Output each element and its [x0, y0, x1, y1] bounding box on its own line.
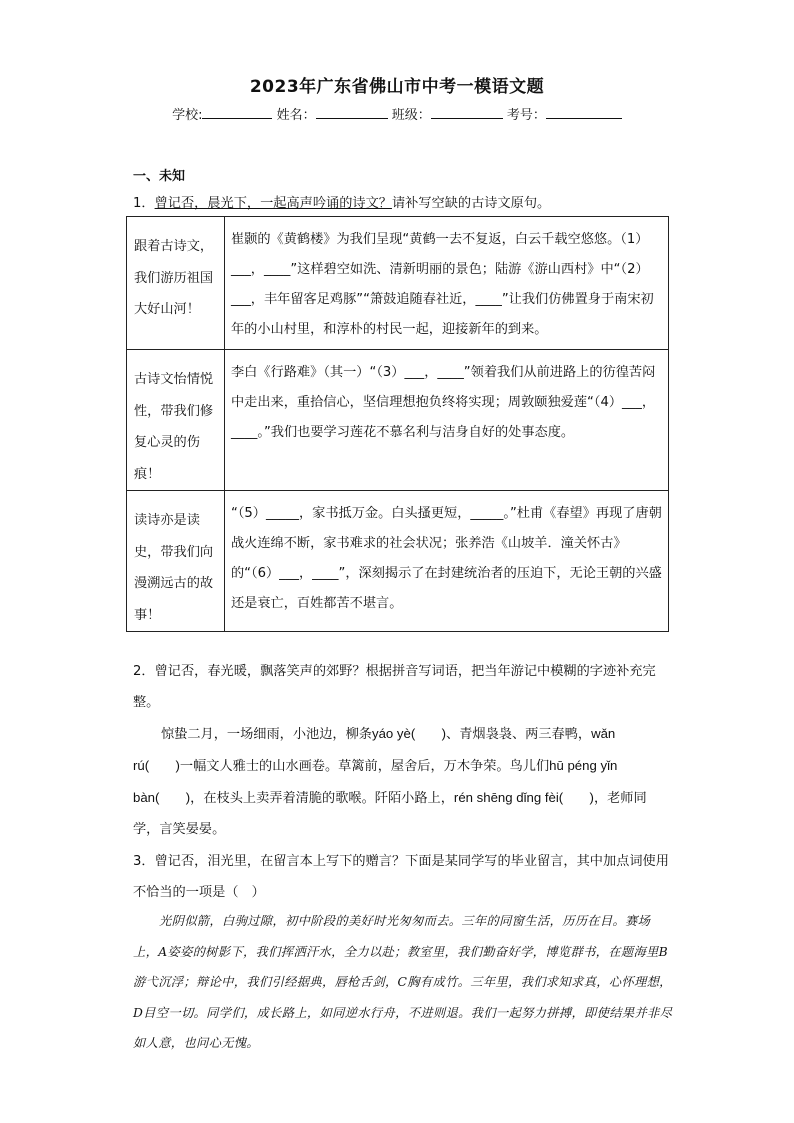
q1-underlined-text: 曾记否，晨光下，一起高声吟诵的诗文？ [154, 196, 392, 211]
pinyin-blank-3[interactable]: hū péng yǐn bàn( ) [133, 758, 618, 805]
row-label: 跟着古诗文，我们游历祖国大好山河！ [127, 217, 225, 350]
exam-no-label: 考号： [506, 108, 546, 123]
class-label: 班级： [391, 108, 431, 123]
poetry-table [126, 216, 669, 632]
passage-text: 、青烟袅袅、两三春鸭， [446, 727, 592, 742]
question-2-stem: 2．曾记否，春光暖，飘落笑声的郊野？根据拼音写词语，把当年游记中模糊的字迹补充完整。 [133, 664, 656, 710]
pinyin-blank-4[interactable]: rén shēng dǐng fèi( ) [453, 790, 594, 805]
question-2-passage [133, 718, 661, 845]
school-blank[interactable] [202, 106, 272, 119]
table-row [127, 217, 669, 350]
passage-text: ，老师同学，言笑晏晏。 [133, 791, 647, 837]
row-label: 古诗文怡情悦性，带我们修复心灵的伤痕！ [127, 350, 225, 491]
table-row [127, 491, 669, 632]
q1-number: 1． [133, 196, 155, 211]
q1-instruction: 请补写空缺的古诗文原句。 [391, 196, 551, 211]
table-row [127, 350, 669, 491]
exam-no-blank[interactable] [546, 106, 622, 119]
section-heading: 一、未知 [133, 169, 186, 184]
class-blank[interactable] [431, 106, 503, 119]
exam-title: 2023年广东省佛山市中考一模语文题 [249, 77, 545, 97]
pinyin-blank-2[interactable]: wǎn rú( ) [133, 726, 616, 773]
question-1 [133, 192, 550, 211]
passage-text: 惊蛰二月，一场细雨，小池边，柳条 [161, 727, 372, 742]
row-text: 崔颢的《黄鹤楼》为我们呈现“黄鹤一去不复返，白云千载空悠悠。（1）___，____”这样碧空如洗、清新明丽的景色；陆游《游山西村》中“（2）___，丰年留客足鸡豚”“箫鼓追随春社近，____”让我们仿佛置身于南宋初年的小山村里，和淳朴的村民一起，迎接新年的到来。 [225, 217, 669, 350]
row-text: “（5）_____，家书抵万金。白头搔更短，_____。”杜甫《春望》再现了唐朝战火连绵不断，家书难求的社会状况；张养浩《山坡羊．潼关怀古》的“（6）___，____”，深刻揭示了在封建统治者的压迫下，无论王朝的兴盛还是衰亡，百姓都苦不堪言。 [225, 491, 669, 632]
name-blank[interactable] [316, 106, 388, 119]
student-info-line [0, 104, 794, 123]
pinyin-blank-1[interactable]: yáo yè( ) [372, 726, 447, 741]
question-3-stem: 3．曾记否，泪光里，在留言本上写下的赠言？下面是某同学写的毕业留言，其中加点词使用不恰当的一项是（ ） [133, 854, 669, 900]
name-label: 姓名： [276, 108, 316, 123]
passage-text: 一幅文人雅士的山水画卷。草篱前，屋舍后，万木争荣。鸟儿们 [179, 759, 550, 774]
row-label: 读诗亦是读史，带我们向漫溯远古的故事！ [127, 491, 225, 632]
question-3-passage: 光阴似箭，白驹过隙，初中阶段的美好时光匆匆而去。三年的同窗生活，历历在目。赛场上，A姿姿的树影下，我们挥洒汗水，全力以赴；教室里，我们勤奋好学，博览群书，在题海里B游弋沉浮；辩论中，我们引经据典，唇枪舌剑，C胸有成竹。三年里，我们求知求真，心怀理想，D目空一切。同学们，成长路上，如同逆水行舟，不进则退。我们一起努力拼搏，即使结果并非尽如人意，也问心无愧。 [133, 914, 673, 1050]
row-text: 李白《行路难》（其一）“（3）___，____”领着我们从前进路上的彷徨苦闷中走出来，重拾信心，坚信理想抱负终将实现；周敦颐独爱莲“（4）___，____。”我们也要学习莲花不慕名利与洁身自好的处事态度。 [225, 350, 669, 491]
passage-text: ，在枝头上卖弄着清脆的歌喉。阡陌小路上， [190, 791, 454, 806]
school-label: 学校: [172, 108, 203, 123]
